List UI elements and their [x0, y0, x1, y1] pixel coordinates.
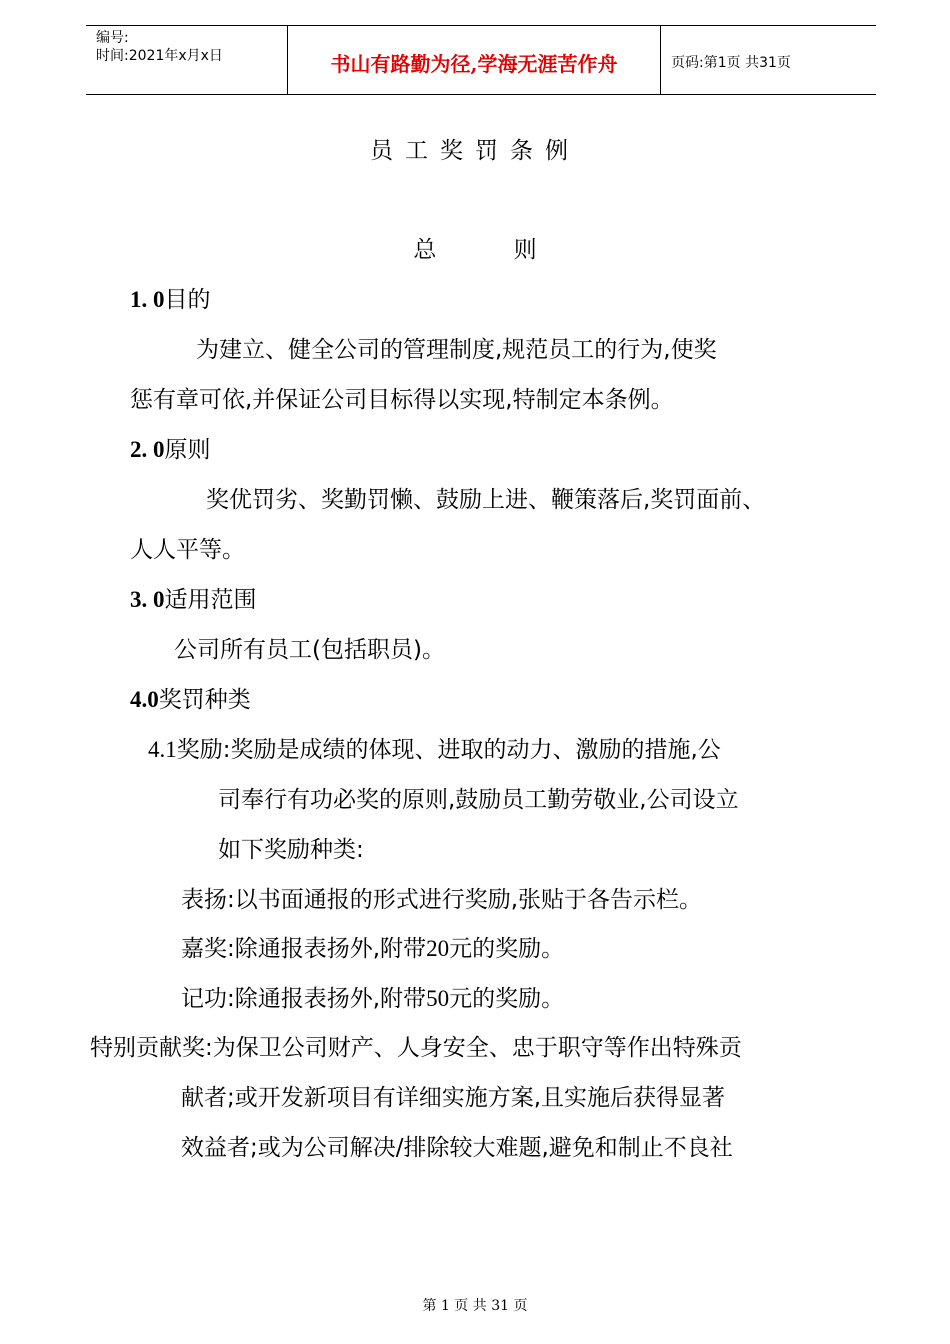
header-motto: 书山有路勤为径,学海无涯苦作舟	[330, 52, 618, 76]
section-4-1-text: 奖励:奖励是成绩的体现、进取的动力、激励的措施,公	[176, 737, 721, 763]
header-left-cell	[86, 26, 288, 94]
section-2-line-1: 奖优罚劣、奖勤罚懒、鼓励上进、鞭策落后,奖罚面前、	[206, 487, 766, 513]
section-3-title: 适用范围	[164, 587, 257, 613]
section-4-1-number: 4.1	[148, 737, 177, 762]
section-1-number: 1. 0	[130, 287, 165, 312]
section-2-number: 2. 0	[130, 437, 165, 462]
award-commendation-unit: 元的奖励。	[449, 936, 565, 962]
section-1-line-2: 惩有章可依,并保证公司目标得以实现,特制定本条例。	[130, 387, 674, 413]
section-4-1-line-3: 如下奖励种类:	[218, 837, 364, 863]
section-heading-general: 总 则	[413, 237, 537, 263]
award-merit-unit: 元的奖励。	[449, 986, 565, 1012]
award-commendation-text: 嘉奖:除通报表扬外,附带	[181, 936, 427, 962]
header-page-cell	[661, 26, 876, 94]
section-4-title: 奖罚种类	[158, 687, 251, 713]
special-award-line-2: 献者;或开发新项目有详细实施方案,且实施后获得显著	[181, 1085, 726, 1111]
section-4-number: 4.0	[130, 687, 159, 712]
section-2-heading	[130, 435, 211, 465]
page-header	[86, 25, 876, 95]
award-merit-amount: 50	[426, 986, 450, 1011]
document-time-label: 时间:2021年x月x日	[96, 48, 223, 64]
section-2-line-2: 人人平等。	[130, 537, 245, 563]
award-praise: 表扬:以书面通报的形式进行奖励,张贴于各告示栏。	[181, 887, 703, 913]
section-2-title: 原则	[164, 437, 211, 463]
section-1-heading	[130, 285, 211, 315]
section-3-line-1: 公司所有员工(包括职员)。	[174, 637, 445, 663]
section-4-1-line-1	[148, 735, 721, 765]
section-3-heading	[130, 585, 257, 615]
award-commendation	[181, 934, 564, 964]
special-award-line-3: 效益者;或为公司解决/排除较大难题,避免和制止不良社	[181, 1135, 733, 1161]
award-merit-text: 记功:除通报表扬外,附带	[181, 986, 427, 1012]
award-commendation-amount: 20	[426, 936, 450, 961]
section-1-title: 目的	[164, 287, 211, 313]
section-1-line-1: 为建立、健全公司的管理制度,规范员工的行为,使奖	[196, 337, 717, 363]
section-3-number: 3. 0	[130, 587, 165, 612]
section-4-heading	[130, 685, 251, 715]
document-number-label: 编号:	[96, 30, 129, 46]
header-page-info: 页码:第1页 共31页	[671, 55, 791, 71]
document-title: 员工奖罚条例	[370, 138, 580, 164]
page-footer: 第 1 页 共 31 页	[422, 1298, 528, 1314]
special-award-line-1: 特别贡献奖:为保卫公司财产、人身安全、忠于职守等作出特殊贡	[90, 1035, 742, 1061]
section-4-1-line-2: 司奉行有功必奖的原则,鼓励员工勤劳敬业,公司设立	[218, 787, 739, 813]
header-motto-cell	[288, 26, 661, 94]
award-merit	[181, 984, 564, 1014]
